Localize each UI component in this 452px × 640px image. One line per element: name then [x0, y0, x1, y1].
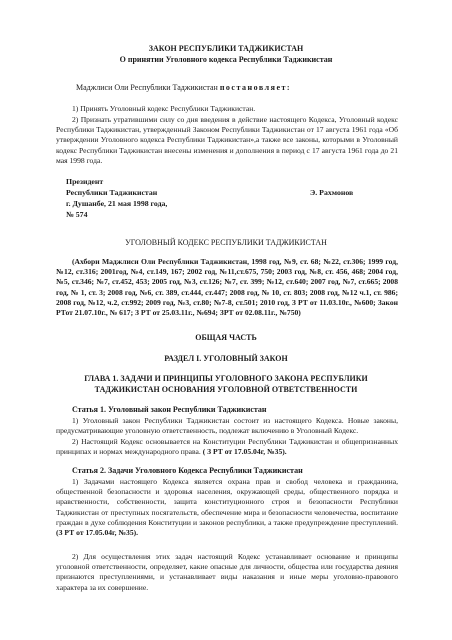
enactment-word: постановляет:	[219, 83, 292, 92]
chapter-heading: ГЛАВА 1. ЗАДАЧИ И ПРИНЦИПЫ УГОЛОВНОГО ЗАКОНА РЕСПУБЛИКИ ТАДЖИКИСТАН ОСНОВАНИЯ УГОЛОВНОЙ ОТВЕТСТВЕННОСТИ	[84, 374, 368, 394]
enactment-prefix: Маджлиси Оли Республики Таджикистан	[76, 83, 220, 92]
article-1-paragraph-2	[56, 437, 398, 457]
general-part-heading: ОБЩАЯ ЧАСТЬ	[195, 333, 257, 342]
section-heading: РАЗДЕЛ I. УГОЛОВНЫЙ ЗАКОН	[164, 354, 288, 363]
code-title: УГОЛОВНЫЙ КОДЕКС РЕСПУБЛИКИ ТАДЖИКИСТАН	[125, 238, 327, 247]
article-1-paragraph-2-ref: ( З РТ от 17.05.04г, №35).	[202, 447, 287, 457]
article-2-paragraph-1	[56, 477, 398, 538]
article-1-heading: Статья 1. Уголовный закон Республики Таджикистан	[72, 405, 267, 414]
article-2-paragraph-2: 2) Для осуществления этих задач настоящий Кодекс устанавливает основание и принципы уголовной ответственности, определяет, какие опасные для личности, общества или государства деяния признаются преступлениями, и устанавливает виды наказания и иные меры уголовно-правового характера за их совершение.	[56, 552, 398, 592]
article-2-paragraph-1-ref: (З РТ от 17.05.04г, №35).	[56, 528, 139, 538]
signature-number: № 574	[66, 210, 88, 219]
article-1-paragraph-1: 1) Уголовный закон Республики Таджикистан состоит из настоящего Кодекса. Новые законы, предусматривающие уголовную ответственность, подлежат включению в Уголовный Кодекс.	[56, 416, 398, 436]
enactment-line	[76, 83, 416, 94]
code-sources: (Ахбори Маджлиси Оли Республики Таджикистан, 1998 год, №9, ст. 68; №22, ст.306; 1999 год, №12, ст.316; 2001год, №4, ст.149, 167; 2002 год, №11,ст.675, 750; 2003 год, №8, ст. 456, 468; 2004 год, №5, ст.346; №7, ст.452, 453; 2005 год, №3, ст.126; №7, ст. 399; №12, ст.640; 2007 год, №7, ст.665; 2008 год, № 1, ст. 3; 2008 год, №6, ст. 389, ст.444, ст.447; 2008 год, № 10, ст. 803; 2008 год, №12 ч.1, ст. 986; 2008 год, №12, ч.2, ст.992; 2009 год, №3, ст.80; №7-8, ст.501; 2010 год, З РТ от 11.03.10г., №600; Закон РТот 21.07.10г., № 617; З РТ от 25.03.11г., №694; ЗРТ от 02.08.11г., №750)	[56, 257, 398, 318]
article-2-heading: Статья 2. Задачи Уголовного Кодекса Республики Таджикистан	[72, 466, 303, 475]
signature-place-date: г. Душанбе, 21 мая 1998 года,	[66, 199, 168, 208]
article-2-paragraph-1-text: 1) Задачами настоящего Кодекса является охрана прав и свобод человека и гражданина, общественной безопасности и здоровья населения, окружающей среды, общественного порядка и нравственности, собственности, защита конституционного строя и безопасности Республики Таджикистан от преступных посягательств, обеспечение мира и безопасности человечества, воспитание граждан в духе соблюдения Конституции и законов республики, а также предупреждение преступлений.	[56, 477, 398, 527]
law-subtitle: О принятии Уголовного кодекса Республики Таджикистан	[119, 55, 333, 64]
law-title: ЗАКОН РЕСПУБЛИКИ ТАДЖИКИСТАН	[148, 44, 304, 53]
law-item-1: 1) Принять Уголовный кодекс Республики Таджикистан.	[72, 104, 256, 113]
signature-name: Э. Рахмонов	[310, 188, 354, 197]
article-1-paragraph-2-text: 2) Настоящий Кодекс основывается на Конституции Республики Таджикистан и общепризнанных принципах и нормах международного права.	[56, 437, 398, 457]
signature-country: Республики Таджикистан	[66, 188, 158, 197]
signature-role: Президент	[66, 177, 104, 186]
law-item-2: 2) Признать утратившими силу со дня введения в действие настоящего Кодекса, Уголовный кодекс Республики Таджикистан, утвержденный Законом Республики Таджикистан от 17 августа 1961 года «Об утверждении Уголовного кодекса Республики Таджикистан»,а также все законы, которыми в Уголовный кодекс Республики Таджикистан внесены изменения и дополнения в период с 17 августа 1961 года до 21 мая 1998 года.	[56, 115, 398, 165]
